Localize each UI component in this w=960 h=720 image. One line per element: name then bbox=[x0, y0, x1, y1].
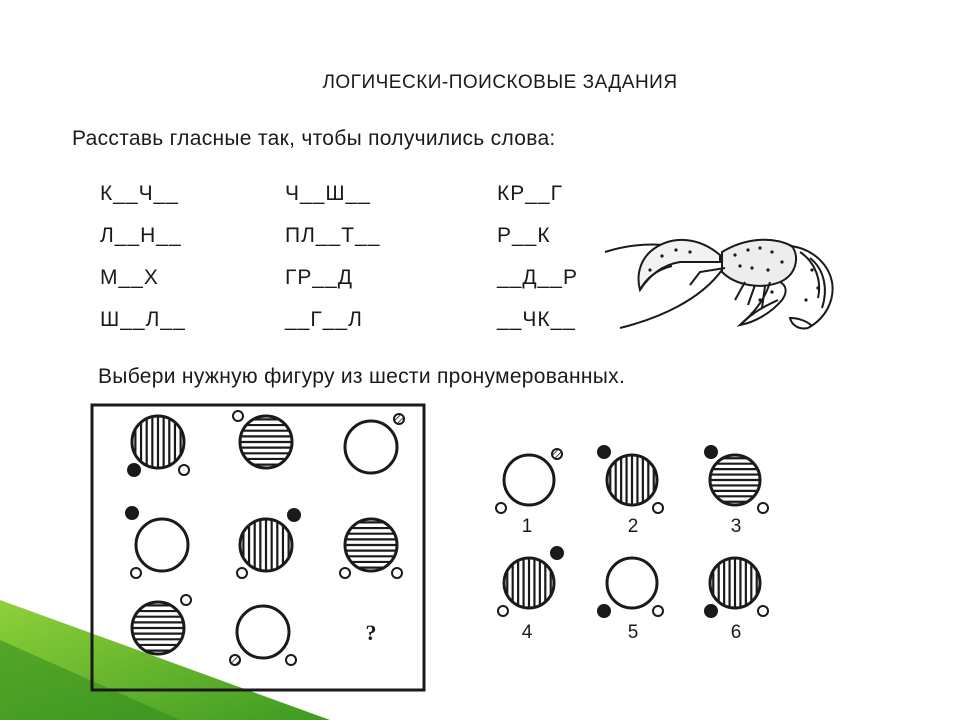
word-c2-r3: ГР__Д bbox=[285, 266, 353, 289]
option-figure-2-dot-1 bbox=[598, 446, 610, 458]
option-figure-5-dot-2 bbox=[653, 606, 663, 616]
matrix-cell-8-dot-2 bbox=[286, 655, 296, 665]
word-c1-r2: Л__Н__ bbox=[100, 224, 182, 247]
option-figure-5-dot-1 bbox=[598, 605, 610, 617]
matrix-cell-5 bbox=[237, 509, 300, 578]
option-figure-1-dot-2 bbox=[496, 503, 506, 513]
option-figure-2-dot-2 bbox=[653, 503, 663, 513]
option-label-3: 3 bbox=[730, 516, 742, 537]
word-c1-r3: М__Х bbox=[100, 266, 159, 289]
option-label-1: 1 bbox=[521, 516, 533, 537]
option-figure-4-dot-1 bbox=[551, 547, 563, 559]
matrix-cell-1-dot-2 bbox=[179, 465, 189, 475]
task2-instruction: Выбери нужную фигуру из шести пронумерованных. bbox=[98, 365, 626, 388]
matrix-cell-6-dot-2 bbox=[392, 568, 402, 578]
option-label-6: 6 bbox=[730, 622, 742, 643]
matrix-cell-7 bbox=[132, 595, 191, 654]
matrix-cell-3 bbox=[345, 414, 404, 473]
matrix-cell-1 bbox=[128, 416, 189, 476]
question-mark: ? bbox=[365, 620, 377, 645]
matrix-cell-6 bbox=[340, 519, 402, 578]
option-figure-1-dot-1 bbox=[552, 449, 562, 459]
matrix-cell-5-dot-2 bbox=[237, 568, 247, 578]
word-c3-r3: __Д__Р bbox=[497, 266, 578, 289]
matrix-cell-4-dot-1 bbox=[126, 507, 138, 519]
option-figure-1 bbox=[496, 449, 562, 513]
matrix-cell-4-dot-2 bbox=[131, 568, 141, 578]
matrix-cell-7-dot-1 bbox=[181, 595, 191, 605]
task1-instruction: Расставь гласные так, чтобы получились слова: bbox=[72, 127, 556, 150]
matrix-cell-5-dot-1 bbox=[288, 509, 300, 521]
word-c3-r2: Р__К bbox=[497, 224, 551, 247]
option-figure-6 bbox=[705, 558, 768, 617]
option-figure-6-dot-1 bbox=[705, 605, 717, 617]
matrix-cell-1-dot-1 bbox=[128, 464, 140, 476]
option-figure-5 bbox=[598, 558, 663, 617]
page-title: ЛОГИЧЕСКИ-ПОИСКОВЫЕ ЗАДАНИЯ bbox=[322, 72, 678, 93]
word-c1-r4: Ш__Л__ bbox=[100, 308, 186, 331]
matrix-cell-6-dot-1 bbox=[340, 568, 350, 578]
word-c2-r1: Ч__Ш__ bbox=[285, 182, 371, 205]
option-figure-3-dot-2 bbox=[758, 503, 768, 513]
matrix-cell-8-dot-1 bbox=[230, 655, 240, 665]
option-figure-6-dot-2 bbox=[758, 606, 768, 616]
option-label-2: 2 bbox=[627, 516, 639, 537]
word-c2-r4: __Г__Л bbox=[285, 308, 363, 331]
matrix-cell-4 bbox=[126, 507, 188, 578]
matrix-cell-2-dot-1 bbox=[233, 411, 243, 421]
word-c1-r1: К__Ч__ bbox=[100, 182, 179, 205]
option-figure-3 bbox=[705, 446, 768, 513]
word-c3-r4: __ЧК__ bbox=[497, 308, 576, 331]
word-c2-r2: ПЛ__Т__ bbox=[285, 224, 381, 247]
option-figure-3-dot-1 bbox=[705, 446, 717, 458]
matrix-cell-8 bbox=[230, 606, 296, 665]
option-figure-2 bbox=[598, 446, 663, 513]
word-c3-r1: КР__Г bbox=[497, 182, 563, 205]
option-label-4: 4 bbox=[521, 622, 533, 643]
option-figure-4 bbox=[498, 547, 563, 616]
matrix-cell-2 bbox=[233, 411, 292, 468]
option-label-5: 5 bbox=[627, 622, 639, 643]
matrix-cell-3-dot-1 bbox=[394, 414, 404, 424]
option-figure-4-dot-2 bbox=[498, 606, 508, 616]
